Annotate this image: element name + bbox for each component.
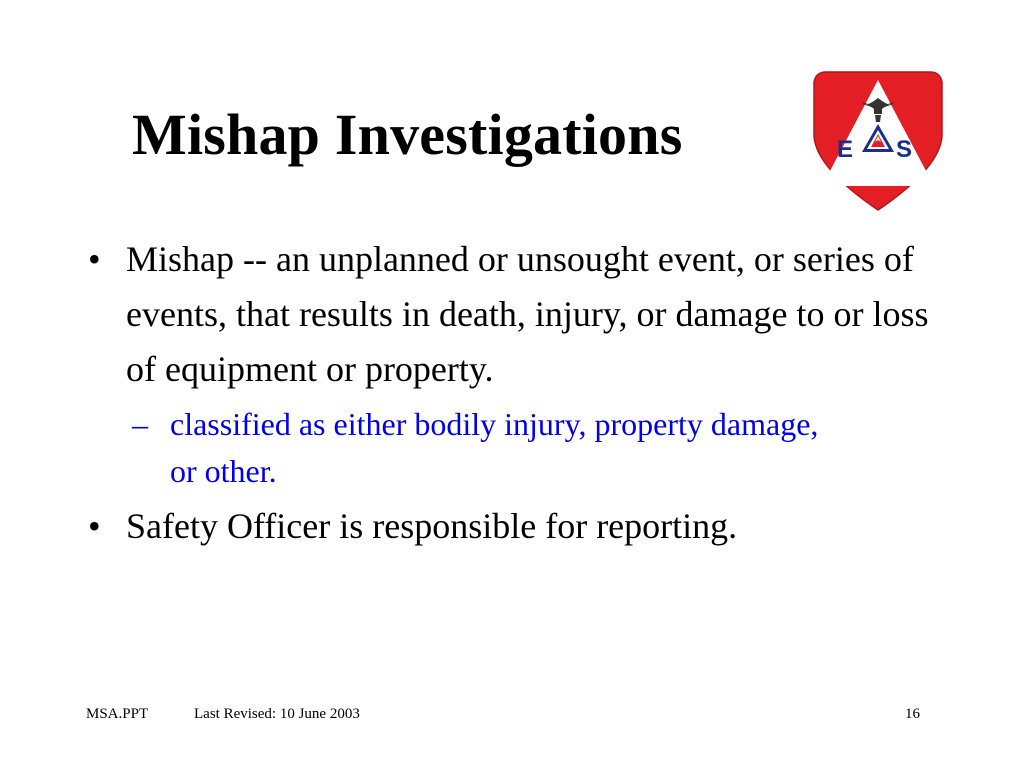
bullet-marker: • [88, 239, 101, 279]
logo-letter-e: E [837, 136, 854, 163]
sub-bullet-marker: – [132, 406, 148, 442]
bullet-item [88, 499, 948, 554]
bullet-marker: • [88, 506, 101, 546]
slide-title: Mishap Investigations [132, 102, 683, 167]
sub-bullet-text: classified as either bodily injury, property damage, or other. [170, 406, 819, 489]
bullet-item [88, 232, 946, 495]
footer-revised-date: Last Revised: 10 June 2003 [194, 706, 360, 722]
sub-bullet-item [126, 401, 850, 495]
footer-filename: MSA.PPT [86, 706, 149, 722]
sub-bullet-list [126, 401, 946, 495]
es-shield-logo-icon [812, 68, 944, 212]
logo-letter-s: S [896, 136, 913, 163]
bullet-text: Safety Officer is responsible for reporting. [126, 506, 738, 546]
footer-page-number: 16 [905, 706, 920, 722]
bullet-list [88, 232, 948, 554]
bullet-text: Mishap -- an unplanned or unsought event, or series of events, that results in death, injury, or damage to or loss of equipment or property. [126, 239, 929, 389]
